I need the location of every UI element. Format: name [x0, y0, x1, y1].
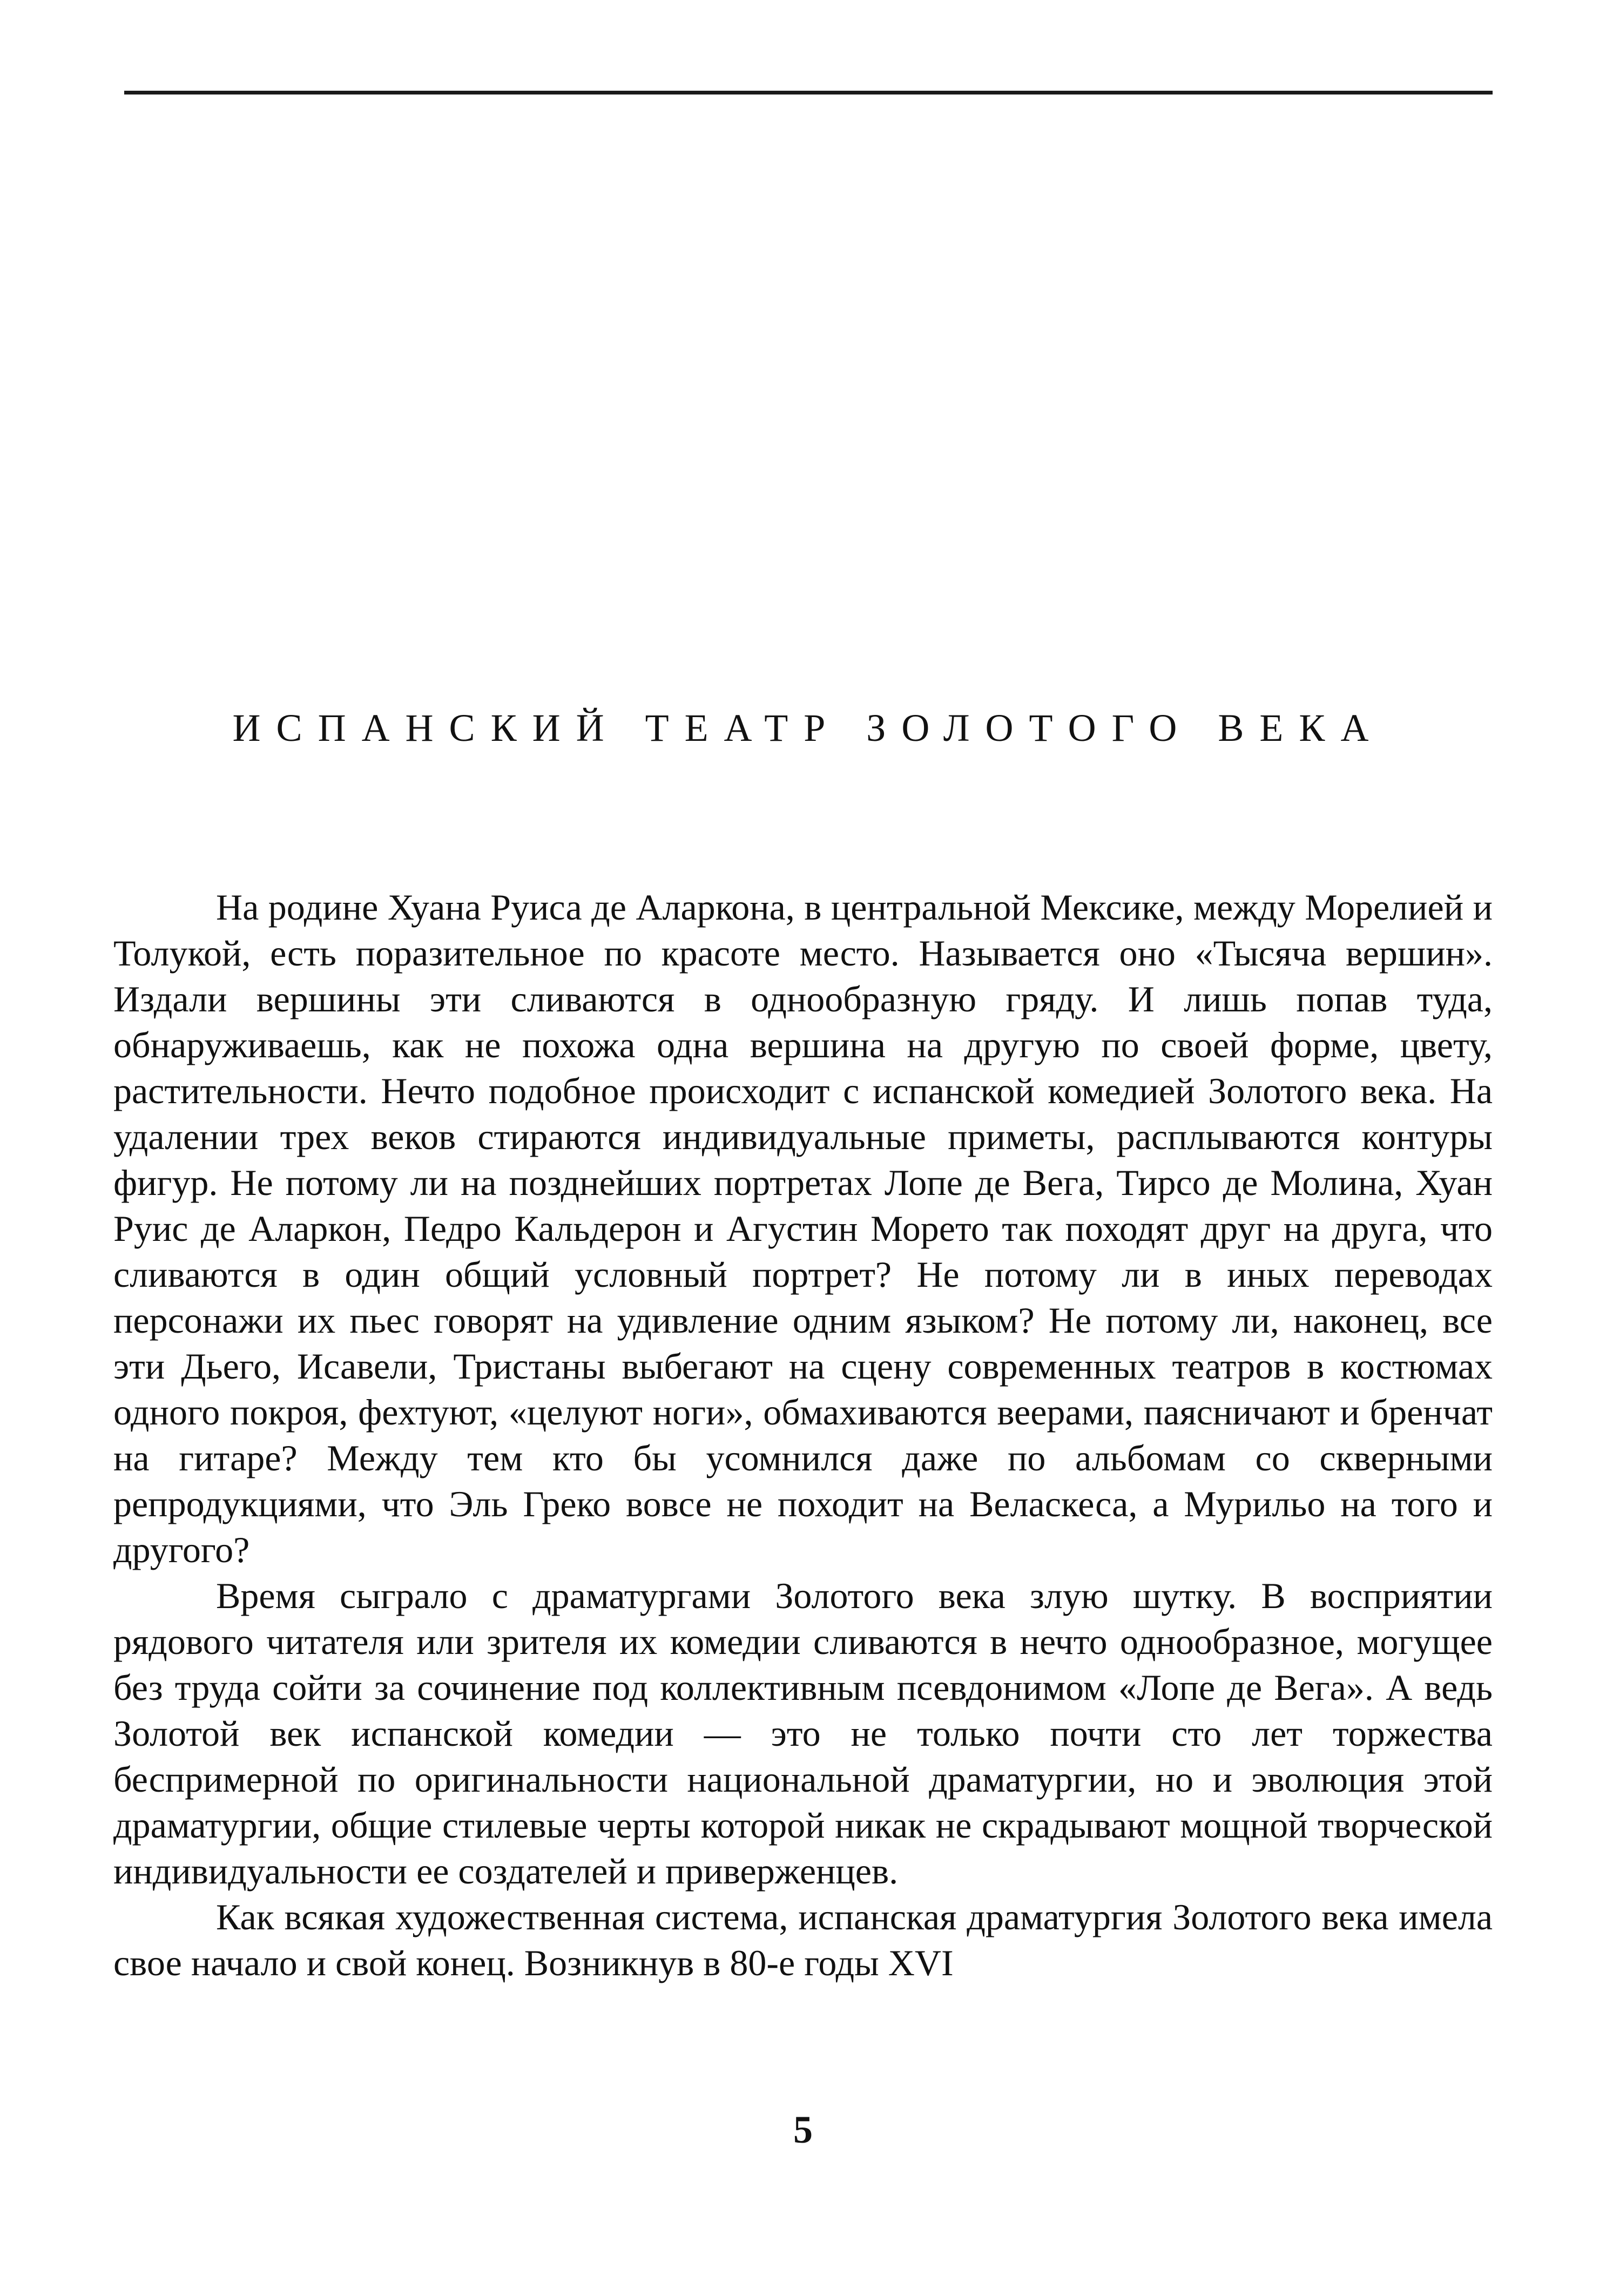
paragraph-3: Как всякая художественная система, испанская драматургия Золотого века имела свое начало и свой конец. Возникнув в 80-е годы XVI [113, 1896, 1493, 1983]
chapter-title: ИСПАНСКИЙ ТЕАТР ЗОЛОТОГО ВЕКА [232, 706, 1385, 749]
top-rule [124, 91, 1493, 94]
paragraph-2: Время сыграло с драматургами Золотого века злую шутку. В восприятии рядового читателя или зрителя их комедии сливаются в нечто однообразное, могущее без труда сойти за сочинение под коллективным псевдонимом «Лопе де Вега». А ведь Золотой век испанской комедии — это не только почти сто лет торжества беспримерной по оригинальности национальной драматургии, но и эволюция этой драматургии, общие стилевые черты которой никак не скрадывают мощной творческой индивидуальности ее создателей и приверженцев. [113, 1575, 1493, 1892]
page-number: 5 [793, 2108, 813, 2151]
paragraph-1: На родине Хуана Руиса де Аларкона, в центральной Мексике, между Морелией и Толукой, есть поразительное по красоте место. Называется оно «Тысяча вершин». Издали вершины эти сливаются в однообразную гряду. И лишь попав туда, обнаруживаешь, как не похожа одна вершина на другую по своей форме, цвету, растительности. Нечто подобное происходит с испанской комедией Золотого века. На удалении трех веков стираются индивидуальные приметы, расплываются контуры фигур. Не потому ли на позднейших портретах Лопе де Вега, Тирсо де Молина, Хуан Руис де Аларкон, Педро Кальдерон и Агустин Морето так походят друг на друга, что сливаются в один общий условный портрет? Не потому ли в иных переводах персонажи их пьес говорят на удивление одним языком? Не потому ли, наконец, все эти Дьего, Исавели, Тристаны выбегают на сцену современных театров в костюмах одного покроя, фехтуют, «целуют ноги», обмахиваются веерами, паясничают и бренчат на гитаре? Между тем кто бы усомнился даже по альбомам со скверными репродукциями, что Эль Греко вовсе не походит на Веласкеса, а Мурильо на того и другого? [113, 887, 1493, 1570]
body-text [113, 884, 1493, 1986]
